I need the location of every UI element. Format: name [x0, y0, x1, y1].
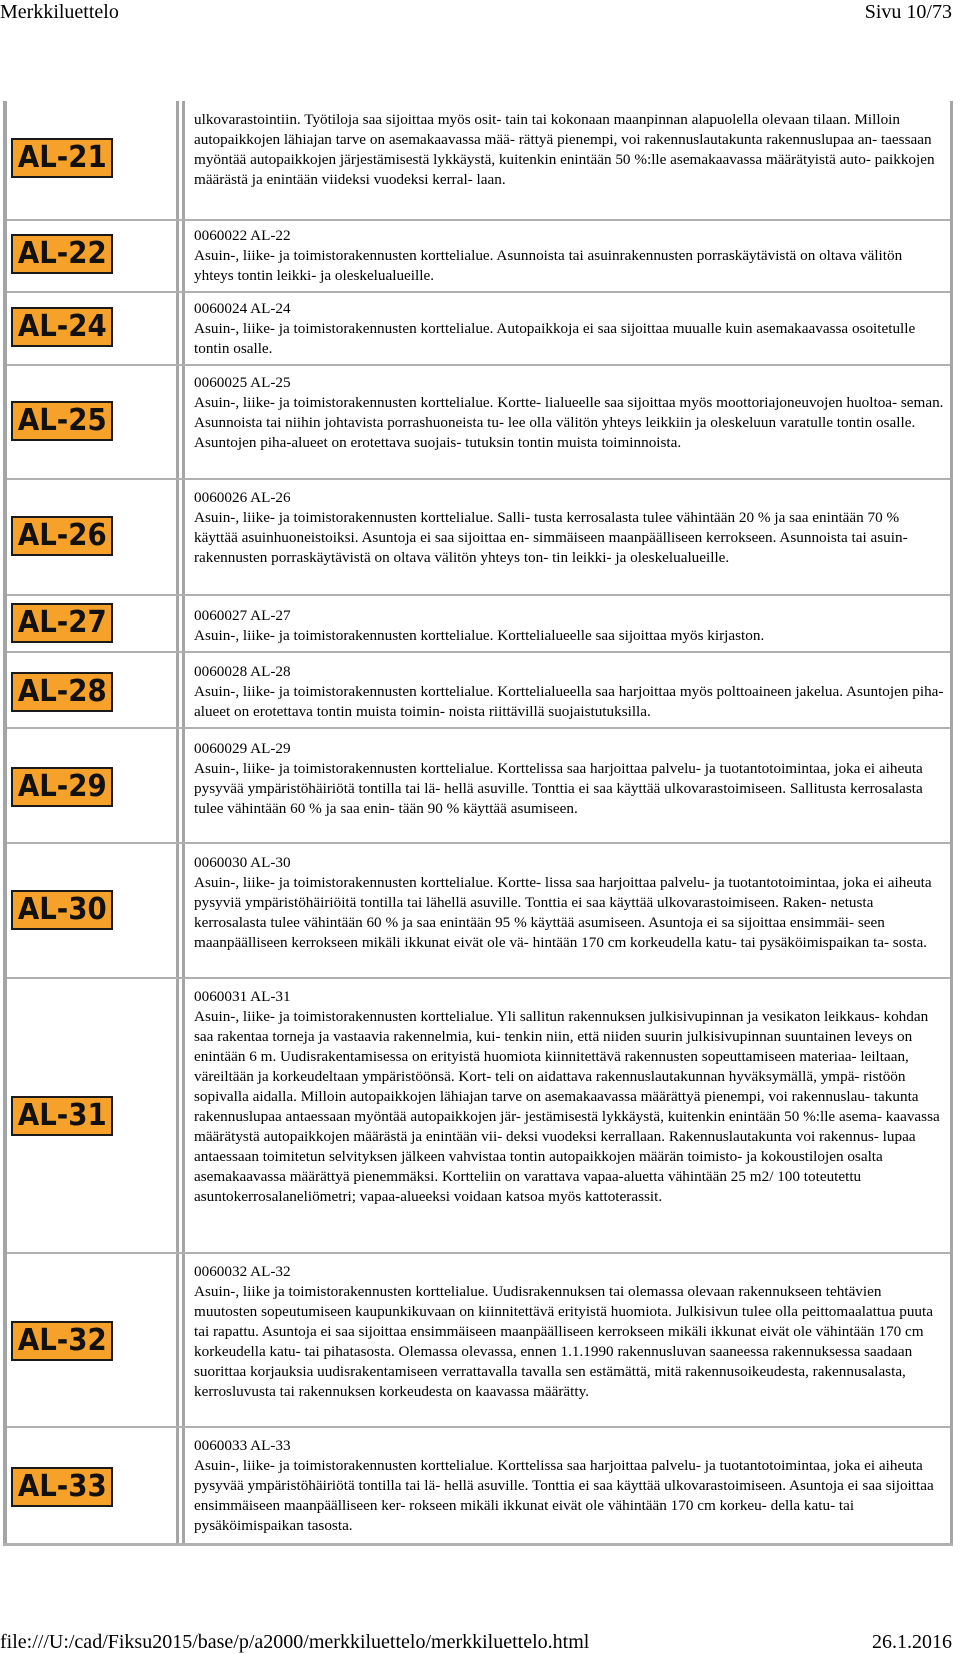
entry-code: 0060033 AL-33	[194, 1437, 291, 1454]
table-border-bottom	[3, 1543, 953, 1546]
entry-al-28	[194, 662, 944, 722]
row-separator	[7, 1252, 950, 1254]
table-border-right	[950, 101, 953, 1546]
sign-al-22: AL-22	[11, 234, 113, 274]
sign-al-31: AL-31	[11, 1096, 113, 1136]
entry-description: Asuin-, liike- ja toimistorakennusten korttelialue. Yli sallitun rakennuksen julkisivupinnan ja vesikaton leikkaus- kohdan saa rakentaa torneja ja vastaavia rakennelmia, kui- tenkin niin, että niiden suurin julkisivupinnan suuntainen leveys on enintään 6 m. Uudisrakentamisessa on erityistä huomiota kiinnitettävä rakennusten sopeuttamiseen materiaa- leiltaan, väreiltään ja korkeudeltaan ympäristöönsä. Kort- teli on aidattava rakennuslautakunnan hyväksymällä, ympä- ristöön sopivalla aidalla. Milloin autopaikkojen lähiajan tarve on asemakaavassa määrättyä pienempi, voi rakennuslau- takunta rakennuslupaa antaessaan myöntää autopaikkojen jär- jestämisestä lykkäystä, kuitenkin enintään 50 %:lle asema- kaavassa määrätystä autopaikkojen määrästä ja enintään vii- deksi vuodeksi kerrallaan. Rakennuslautakunta voi rakennus- lupaa antaessaan toimitetun selvityksen jälkeen vahvistaa tontin autopaikkojen määrän toimisto- ja kokoustilojen osalta asemakaavassa määrättyä pienemmäksi. Kortteliin on varattava vapaa-aluetta vähintään 25 m2/ 100 toteutettu asuntokerrosalaneliömetri; vapaa-alueeksi voidaan katsoa myös kattoterassit.	[194, 1008, 940, 1205]
sign-al-32: AL-32	[11, 1321, 113, 1361]
sign-al-27: AL-27	[11, 603, 113, 643]
entry-al-26	[194, 488, 944, 568]
entry-code: 0060027 AL-27	[194, 607, 291, 624]
row-separator	[7, 594, 950, 596]
sign-al-25: AL-25	[11, 401, 113, 441]
row-separator	[7, 364, 950, 366]
table-border-image-col	[176, 101, 179, 1546]
page-number: Sivu 10/73	[864, 1, 952, 23]
entry-al-21	[194, 110, 944, 190]
entry-code: 0060025 AL-25	[194, 374, 291, 391]
entry-description: Asuin-, liike- ja toimistorakennusten korttelialue. Korttelialueelle saa sijoittaa myös kirjaston.	[194, 627, 765, 644]
sign-al-26: AL-26	[11, 516, 113, 556]
row-separator	[7, 1426, 950, 1428]
sign-al-30: AL-30	[11, 890, 113, 930]
entry-description: Asuin-, liike- ja toimistorakennusten korttelialue. Kortte- lialueelle saa sijoittaa myös moottoriajoneuvojen huoltoa- seman. Asunnoista tai niihin johtavista porrashuoneista tu- lee olla välitön yhteys leikkiin ja oleskeluun varatulle tontin osalle. Asuntojen piha-alueet on erotettava suojais- tutuksin tontin muista toiminnoista.	[194, 394, 944, 451]
entry-description: Asuin-, liike- ja toimistorakennusten korttelialue. Salli- tusta kerrosalasta tulee vähintään 20 % ja saa enintään 70 % käyttää asuinhuoneistoiksi. Asuntoja ei saa sijoittaa en- simmäiseen maanpäälliseen kerrokseen. Asunnoista tai asuin- rakennusten porraskäytävistä on oltava välitön yhteys ton- tin leikki- ja oleskelualueille.	[194, 509, 908, 566]
entry-al-32	[194, 1262, 944, 1402]
row-separator	[7, 219, 950, 221]
entry-description: ulkovarastointiin. Työtiloja saa sijoittaa myös osit- tain tai kokonaan maanpinnan alapuolella olevaan tilaan. Milloin autopaikkojen lähiajan tarve on asemakaavassa mää- rättyä pienempi, voi rakennuslautakunta rakennuslupaa an- taessaan myöntää autopaikkojen järjestämisestä lykkäystä, kuitenkin enintään 50 %:lle asemakaavassa määrätyistä auto- paikkojen määrästä ja enintään viideksi vuodeksi kerral- laan.	[194, 111, 935, 188]
entry-code: 0060030 AL-30	[194, 854, 291, 871]
entry-code: 0060032 AL-32	[194, 1263, 291, 1280]
entry-al-31	[194, 987, 944, 1207]
row-separator	[7, 651, 950, 653]
sign-al-24: AL-24	[11, 307, 113, 347]
entry-description: Asuin-, liike- ja toimistorakennusten korttelialue. Kortte- lissa saa harjoittaa palvelu- ja tuotantotoimintaa, joka ei aiheuta pysyviä ympäristöhäiriöitä tontilla tai lähellä asuville. Tonttia ei saa käyttää ulkovarastoimiseen. Raken- netusta kerrosalasta tulee vähintään 60 % ja saa enintään 95 % käyttää asumiseen. Asuntoja ei sa sijoittaa ensimmäi- seen maanpäälliseen kerrokseen mikäli ikkunat eivät ole vä- hintään 170 cm korkeudella katu- tai pysäköimispaikan ta- sosta.	[194, 874, 932, 951]
row-separator	[7, 478, 950, 480]
sign-al-21: AL-21	[11, 138, 113, 178]
entry-al-22	[194, 226, 944, 286]
sign-al-29: AL-29	[11, 767, 113, 807]
entry-al-29	[194, 739, 944, 819]
row-separator	[7, 291, 950, 293]
entry-al-24	[194, 299, 944, 359]
entry-description: Asuin-, liike- ja toimistorakennusten korttelialue. Korttelialueella saa harjoittaa myös polttoaineen jakelua. Asuntojen piha-alueet on erotettava tontin muista toimin- noista riittävillä suojaistutuksilla.	[194, 683, 944, 720]
table-border-left	[3, 101, 7, 1546]
sign-al-33: AL-33	[11, 1467, 113, 1507]
entry-al-30	[194, 853, 944, 953]
row-separator	[7, 977, 950, 979]
entry-code: 0060028 AL-28	[194, 663, 291, 680]
sign-al-28: AL-28	[11, 672, 113, 712]
entry-code: 0060024 AL-24	[194, 300, 291, 317]
entry-al-27	[194, 606, 944, 646]
entry-description: Asuin-, liike- ja toimistorakennusten korttelialue. Korttelissa saa harjoittaa palvelu- ja tuotantotoimintaa, joka ei aiheuta pysyvää ympäristöhäiriötä tontilla tai lä- hellä asuville. Tonttia ei saa käyttää ulkovarastoimiseen. Sallitusta kerrosalasta tulee vähintään 60 % ja saa enin- tään 90 % käyttää asumiseen.	[194, 760, 923, 817]
entry-code: 0060029 AL-29	[194, 740, 291, 757]
entry-code: 0060026 AL-26	[194, 489, 291, 506]
row-separator	[7, 842, 950, 844]
entry-description: Asuin-, liike ja toimistorakennusten korttelialue. Uudisrakennuksen tai olemassa olevaan rakennukseen tehtävien muutosten sopeutumiseen kaupunkikuvaan on kiinnitettävä erityistä huomiota. Julkisivun tulee olla peittomaalattua puuta tai rapattu. Asuntoja ei saa sijoittaa ensimmäiseen maanpäälliseen kerrokseen mikäli ikkunat eivät ole vähintään 170 cm korkeudella katu- tai pihatasosta. Olemassa olevassa, ennen 1.1.1990 rakennusluvan saaneessa rakennuksessa saadaan suorittaa korjauksia uudisrakentamiseen verrattavalla tavalla sen estämättä, mitä rakennusoikeudesta, rakennusalasta, kerrosluvusta tai rakennuksen korkeudesta on kaavassa määrätty.	[194, 1283, 933, 1400]
entry-al-25	[194, 373, 944, 453]
page-footer-path: file:///U:/cad/Fiksu2015/base/p/a2000/merkkiluettelo/merkkiluettelo.html	[0, 1631, 590, 1653]
entry-al-33	[194, 1436, 944, 1536]
table-border-text-col	[182, 101, 185, 1546]
page-header-title: Merkkiluettelo	[0, 1, 119, 23]
entry-description: Asuin-, liike- ja toimistorakennusten korttelialue. Autopaikkoja ei saa sijoittaa muualle kuin asemakaavassa osoitetulle tontin osalle.	[194, 320, 916, 357]
row-separator	[7, 727, 950, 729]
entry-description: Asuin-, liike- ja toimistorakennusten korttelialue. Korttelissa saa harjoittaa palvelu- ja tuotantotoimintaa, joka ei aiheuta pysyvää ympäristöhäiriötä tontilla tai lä- hellä asuville. Tonttia ei saa käyttää ulkovarastoimiseen. Asuntoja ei saa sijoittaa ensimmäiseen maanpäälliseen ker- rokseen mikäli ikkunat eivät ole vähintään 170 cm korkeu- della katu- tai pysäköimispaikan tasosta.	[194, 1457, 934, 1534]
entry-description: Asuin-, liike- ja toimistorakennusten korttelialue. Asunnoista tai asuinrakennusten porraskäytävistä on oltava välitön yhteys tontin leikki- ja oleskelualueille.	[194, 247, 903, 284]
page-footer-date: 26.1.2016	[872, 1631, 952, 1653]
entry-code: 0060022 AL-22	[194, 227, 291, 244]
entry-code: 0060031 AL-31	[194, 988, 291, 1005]
